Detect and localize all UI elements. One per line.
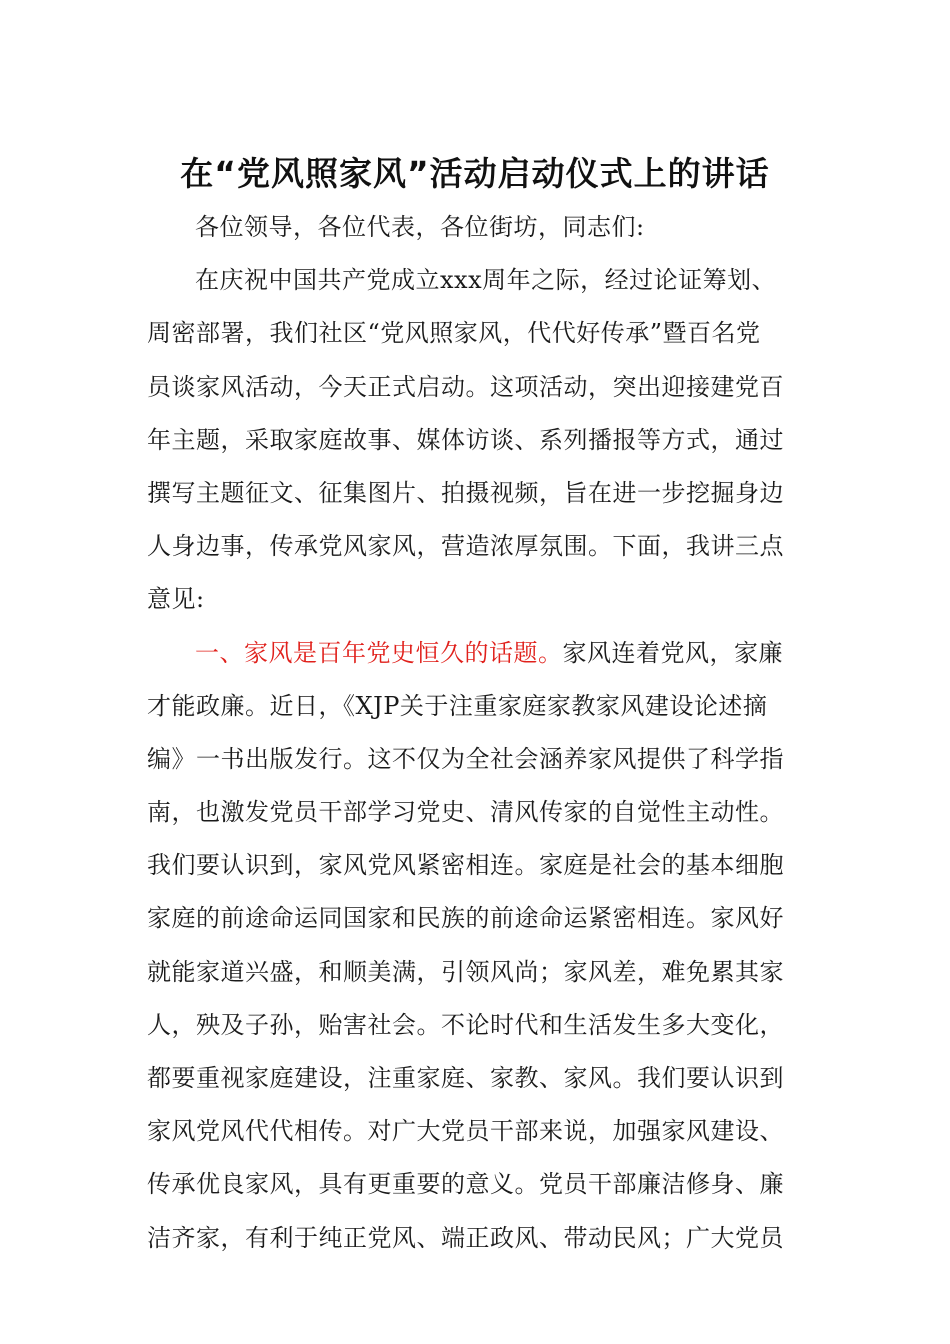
paragraph-line: 撰写主题征文、征集图片、拍摄视频，旨在进一步挖掘身边 [147, 478, 784, 507]
paragraph-line: 员谈家风活动，今天正式启动。这项活动，突出迎接建党百 [147, 372, 784, 401]
paragraph-line: 才能政廉。近日，《XJP关于注重家庭家教家风建设论述摘 [147, 691, 768, 720]
paragraph-line: 家庭的前途命运同国家和民族的前途命运紧密相连。家风好 [147, 904, 784, 933]
paragraph-line: 洁齐家，有利于纯正党风、端正政风、带动民风；广大党员 [147, 1223, 784, 1252]
paragraph-line: 在庆祝中国共产党成立xxx周年之际，经过论证筹划、 [195, 266, 777, 295]
salutation-line: 各位领导，各位代表，各位街坊，同志们: [195, 213, 645, 241]
section-heading-line [147, 627, 809, 680]
paragraph-line: 人，殃及子孙，贻害社会。不论时代和生活发生多大变化， [147, 1010, 784, 1039]
paragraph-line: 编》一书出版发行。这不仅为全社会涵养家风提供了科学指 [147, 744, 784, 773]
paragraph-line: 周密部署，我们社区“党风照家风，代代好传承”暨百名党 [147, 319, 761, 348]
document-title: 在“党风照家风”活动启动仪式上的讲话 [180, 154, 770, 193]
section-heading-continuation: 家风连着党风，家廉 [562, 638, 783, 667]
document-body [147, 201, 809, 1265]
paragraph-line: 南，也激发党员干部学习党史、清风传家的自觉性主动性。 [147, 798, 784, 827]
paragraph-line: 人身边事，传承党风家风，营造浓厚氛围。下面，我讲三点 [147, 532, 784, 561]
paragraph-line: 都要重视家庭建设，注重家庭、家教、家风。我们要认识到 [147, 1064, 784, 1092]
paragraph-line: 意见: [147, 585, 205, 614]
paragraph-line: 家风党风代代相传。对广大党员干部来说，加强家风建设、 [147, 1117, 784, 1146]
paragraph-line: 就能家道兴盛，和顺美满，引领风尚；家风差，难免累其家 [147, 957, 784, 986]
paragraph-line: 我们要认识到，家风党风紧密相连。家庭是社会的基本细胞 [147, 851, 784, 880]
paragraph-line: 年主题，采取家庭故事、媒体访谈、系列播报等方式，通过 [147, 425, 784, 454]
section-heading: 一、家风是百年党史恒久的话题。 [195, 638, 563, 667]
paragraph-line: 传承优良家风，具有更重要的意义。党员干部廉洁修身、廉 [147, 1170, 784, 1199]
